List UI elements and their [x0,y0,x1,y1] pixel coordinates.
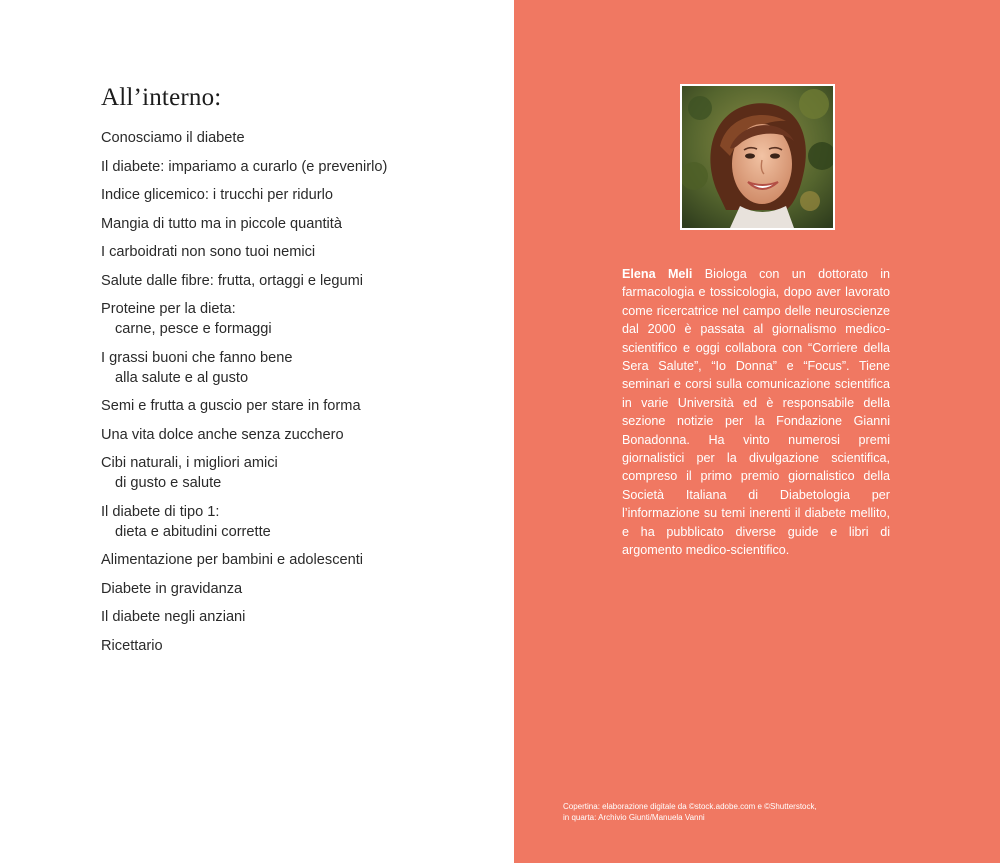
contents-item-line1: Salute dalle fibre: frutta, ortaggi e legumi [101,272,364,289]
contents-item-line1: Proteine per la dieta: [101,301,236,317]
author-photo [680,84,835,230]
contents-item-line1: Il diabete di tipo 1: [101,503,220,520]
contents-item [101,502,501,542]
contents-item-line1: Una vita dolce anche senza zucchero [101,426,344,443]
contents-item-line2: alla salute e al gusto [115,369,249,386]
contents-item-line1: Il diabete: impariamo a curarlo (e prevenirlo) [101,158,388,175]
contents-item-line1: Cibi naturali, i migliori amici [101,455,278,471]
contents-item-line1: Alimentazione per bambini e adolescenti [101,552,364,568]
contents-item [101,214,501,234]
contents-item [101,299,501,339]
contents-item [101,128,501,148]
contents-item-line1: Mangia di tutto ma in piccole quantità [101,215,342,232]
author-bio [622,265,890,560]
author-bio-text: Biologa con un dottorato in farmacologia e tossicologia, dopo aver lavorato come ricercatrice nel campo delle neuroscienze dal 2000 è passata al giornalismo medico-scientifico e oggi collabora con “Corriere della Sera Salute”, “Io Donna” e “Focus”. Tiene seminari e corsi sulla comunicazione scientifica in varie Università ed è responsabile della sezione notizie per la Fondazione Gianni Bonadonna. Ha vinto numerosi premi giornalistici per la divulgazione scientifica, compreso il primo premio giornalistico della Società Italiana di Diabetologia per l’informazione su temi inerenti il diabete mellito, e ha pubblicato diverse guide e libri di argomento medico-scientifico. [622,267,890,558]
contents-item-line2: carne, pesce e formaggi [115,321,272,337]
contents-title: All’interno: [101,84,222,111]
contents-item-line1: I carboidrati non sono tuoi nemici [101,244,316,260]
contents-item [101,271,501,291]
contents-item-line2: di gusto e salute [115,475,222,491]
contents-item [101,348,501,388]
contents-item-line2: dieta e abitudini corrette [115,523,271,540]
contents-item [101,425,501,445]
contents-item [101,453,501,493]
contents-item [101,579,501,599]
cover-credits [563,801,883,823]
contents-item [101,607,501,627]
author-portrait-image [682,86,833,228]
contents-item-line1: I grassi buoni che fanno bene [101,349,293,366]
contents-item-line1: Conosciamo il diabete [101,130,245,146]
contents-item [101,242,501,262]
contents-item [101,157,501,177]
back-credit-line: in quarta: Archivio Giunti/Manuela Vanni [563,813,705,822]
author-name: Elena Meli [622,267,693,281]
contents-item [101,636,501,656]
contents-list [101,128,501,664]
contents-item-line1: Diabete in gravidanza [101,580,243,597]
contents-item-line1: Indice glicemico: i trucchi per ridurlo [101,187,333,203]
cover-credit-line: Copertina: elaborazione digitale da ©stock.adobe.com e ©Shutterstock, [563,802,817,811]
contents-item-line1: Il diabete negli anziani [101,609,246,625]
contents-item [101,550,501,570]
contents-item [101,396,501,416]
contents-item-line1: Ricettario [101,637,163,654]
contents-item-line1: Semi e frutta a guscio per stare in forma [101,398,361,414]
contents-item [101,185,501,205]
